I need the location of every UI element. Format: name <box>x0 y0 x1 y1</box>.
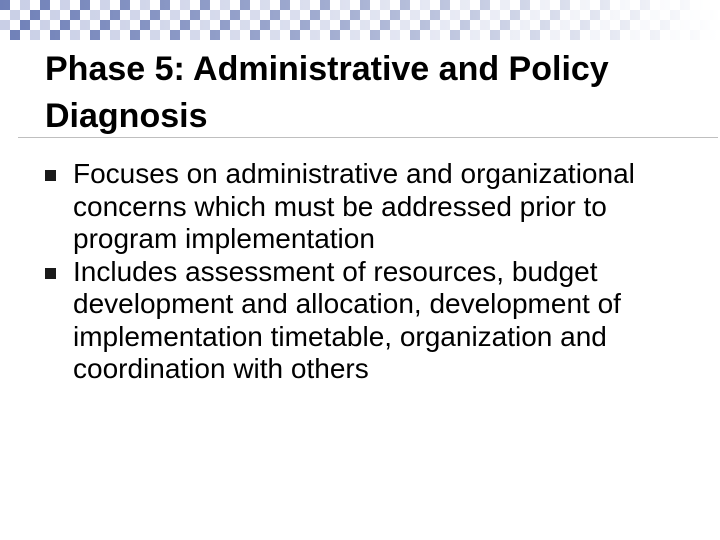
square-bullet-icon <box>45 268 56 279</box>
square-bullet-icon <box>45 170 56 181</box>
bullet-item <box>45 256 685 386</box>
slide-title: Phase 5: Administrative and Policy Diagnosis <box>45 50 609 135</box>
bullet-list <box>45 158 685 386</box>
bullet-text: Includes assessment of resources, budget development and allocation, development of implementation timetable, organization and coordination with others <box>73 255 621 384</box>
bullet-item <box>45 158 685 256</box>
bullet-text: Focuses on administrative and organizational concerns which must be addressed prior to program implementation <box>73 158 635 254</box>
checkered-header-decoration <box>0 0 720 40</box>
